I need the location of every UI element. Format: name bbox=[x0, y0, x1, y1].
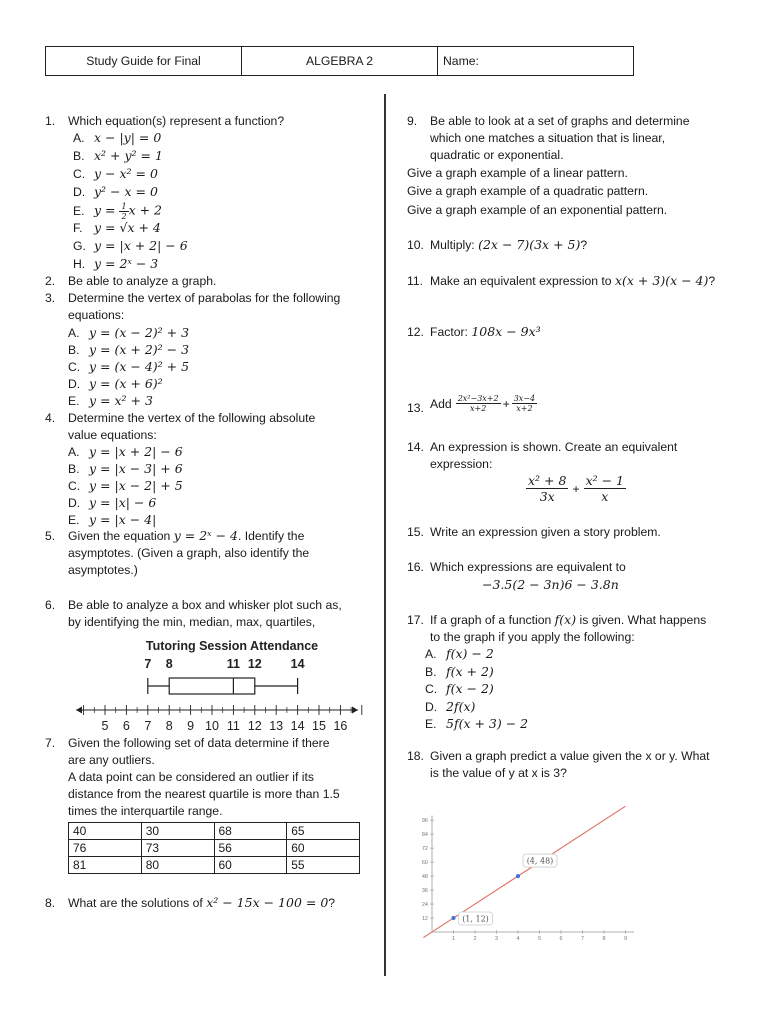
q14-f1-denominator: 3x bbox=[539, 489, 555, 504]
axis-arrow-icon bbox=[76, 707, 82, 714]
q3-option-c bbox=[68, 359, 189, 375]
q14-plus: + bbox=[572, 481, 580, 496]
q10-post: ? bbox=[580, 238, 588, 252]
q9-number: 9. bbox=[407, 114, 418, 128]
fraction-denominator: 2 bbox=[121, 212, 127, 221]
q5-post: . Identify the bbox=[237, 529, 305, 543]
q1-option-e bbox=[73, 202, 162, 221]
boxplot-title: Tutoring Session Attendance bbox=[145, 639, 319, 653]
q13-fraction-1 bbox=[456, 394, 501, 413]
table-cell: 68 bbox=[214, 823, 287, 840]
x-tick-label: 9 bbox=[623, 936, 628, 942]
q4-number: 4. bbox=[45, 411, 56, 425]
q3-number: 3. bbox=[45, 291, 56, 305]
q14-text-cont: expression: bbox=[430, 457, 493, 471]
option-letter: B. bbox=[68, 462, 80, 476]
option-letter: E. bbox=[68, 394, 80, 408]
q17-text-cont: to the graph if you apply the following: bbox=[430, 630, 635, 644]
axis-tick-label: 16 bbox=[333, 719, 348, 733]
q6-number: 6. bbox=[45, 598, 56, 612]
q5-text-cont: asymptotes. (Given a graph, also identify the bbox=[68, 546, 310, 560]
line-graph bbox=[412, 782, 640, 948]
x-tick-label: 4 bbox=[516, 936, 520, 942]
axis-tick-label: 13 bbox=[269, 719, 284, 733]
axis-tick-label: 8 bbox=[165, 719, 173, 733]
axis-arrow-icon bbox=[352, 707, 358, 714]
option-equation: x² + y² = 1 bbox=[94, 148, 163, 163]
header-title: Study Guide for Final bbox=[46, 47, 242, 75]
table-cell: 73 bbox=[141, 840, 214, 857]
q1-option-d bbox=[73, 184, 158, 200]
option-equation: y = |x + 2| − 6 bbox=[94, 238, 188, 253]
q17-option-b bbox=[425, 664, 494, 680]
q7-text-4: distance from the nearest quartile is more than 1.5 bbox=[68, 787, 340, 801]
table-cell: 76 bbox=[69, 840, 142, 857]
y-tick-label: 72 bbox=[421, 846, 428, 853]
option-equation: f(x) − 2 bbox=[446, 646, 494, 661]
data-point bbox=[452, 916, 456, 920]
x-tick-label: 5 bbox=[537, 936, 542, 942]
box-whisker-plot bbox=[68, 634, 368, 736]
q13-plus: + bbox=[502, 396, 510, 411]
option-equation: 5f(x + 3) − 2 bbox=[446, 716, 529, 731]
q13-number: 13. bbox=[407, 401, 424, 415]
q4-option-d bbox=[68, 495, 156, 511]
q17-fx: f(x) bbox=[554, 612, 577, 627]
q1-option-g bbox=[73, 238, 188, 254]
option-letter: C. bbox=[68, 479, 81, 493]
x-tick-label: 6 bbox=[559, 936, 563, 942]
y-tick-label: 12 bbox=[421, 916, 428, 923]
option-equation: y = x² + 3 bbox=[89, 393, 153, 408]
q13-text bbox=[430, 394, 537, 413]
q1-number: 1. bbox=[45, 114, 56, 128]
boxplot-summary-label: 11 bbox=[226, 657, 241, 671]
option-equation: y² − x = 0 bbox=[94, 184, 158, 199]
q1-option-a bbox=[73, 130, 161, 146]
fraction-numerator: 1 bbox=[121, 202, 127, 211]
x-tick-label: 2 bbox=[473, 936, 477, 942]
option-fraction bbox=[119, 202, 128, 221]
option-letter: B. bbox=[425, 664, 437, 679]
axis-tick-label: 15 bbox=[312, 719, 326, 733]
boxplot-summary-labels bbox=[144, 657, 304, 671]
option-equation: y = (x − 2)² + 3 bbox=[89, 325, 190, 340]
q3-option-d bbox=[68, 376, 163, 392]
table-row bbox=[69, 840, 360, 857]
x-tick-label: 8 bbox=[602, 936, 606, 942]
q11-text bbox=[430, 273, 715, 289]
table-cell: 56 bbox=[214, 840, 287, 857]
q17-option-e bbox=[425, 716, 528, 732]
boxplot-summary-label: 8 bbox=[165, 657, 173, 671]
axis-tick-label: 5 bbox=[101, 719, 109, 733]
outlier-data-table bbox=[68, 822, 360, 874]
option-equation: y = 2ˣ − 3 bbox=[94, 256, 159, 271]
q14-fraction-2 bbox=[584, 473, 626, 504]
q4-text: Determine the vertex of the following absolute bbox=[68, 411, 316, 425]
header-table bbox=[45, 46, 634, 76]
axis-tick-label: 6 bbox=[122, 719, 130, 733]
option-equation: y = √x + 4 bbox=[94, 220, 161, 235]
y-tick-label: 84 bbox=[421, 832, 428, 839]
y-tick-label: 36 bbox=[421, 888, 428, 895]
q14-f2-numerator: x² − 1 bbox=[585, 473, 624, 488]
option-letter: E. bbox=[68, 513, 80, 527]
option-letter: A. bbox=[73, 131, 85, 145]
q7-text: Given the following set of data determine if there bbox=[68, 736, 330, 750]
option-equation: y = |x − 4| bbox=[89, 512, 157, 527]
q10-expression: (2x − 7)(3x + 5) bbox=[478, 237, 581, 252]
q3-option-e bbox=[68, 393, 153, 409]
q16-text: Which expressions are equivalent to bbox=[430, 560, 626, 574]
q1-text: Which equation(s) represent a function? bbox=[68, 114, 285, 128]
option-letter: D. bbox=[68, 496, 81, 510]
q5-text bbox=[68, 528, 304, 544]
q1-option-b bbox=[73, 148, 163, 164]
q6-text: Be able to analyze a box and whisker plot such as, bbox=[68, 598, 342, 612]
graph-ticks bbox=[422, 818, 627, 942]
option-letter: G. bbox=[73, 239, 86, 253]
x-tick-label: 1 bbox=[451, 936, 456, 942]
option-letter: B. bbox=[73, 149, 85, 163]
option-letter: D. bbox=[425, 699, 438, 714]
option-letter: E. bbox=[73, 203, 85, 218]
q9-quadratic: Give a graph example of a quadratic pattern. bbox=[407, 184, 649, 198]
axis-tick-label: 14 bbox=[290, 719, 305, 733]
q9-exponential: Give a graph example of an exponential pattern. bbox=[407, 203, 668, 217]
y-tick-label: 48 bbox=[421, 874, 428, 881]
q18-text-cont: is the value of y at x is 3? bbox=[430, 766, 567, 780]
q14-f2-denominator: x bbox=[601, 489, 609, 504]
option-equation: f(x − 2) bbox=[446, 681, 494, 696]
q5-equation: y = 2ˣ − 4 bbox=[173, 528, 238, 543]
option-letter: A. bbox=[68, 326, 80, 340]
q11-number: 11. bbox=[407, 274, 424, 288]
axis-tick-label: 10 bbox=[205, 719, 219, 733]
q15-number: 15. bbox=[407, 525, 424, 539]
point-label: (4, 48) bbox=[526, 856, 554, 866]
column-divider bbox=[384, 94, 386, 976]
axis-tick-label: 11 bbox=[226, 719, 240, 733]
q17-option-d bbox=[425, 699, 475, 715]
q14-text: An expression is shown. Create an equivalent bbox=[430, 440, 678, 454]
q18-number: 18. bbox=[407, 749, 424, 763]
q12-number: 12. bbox=[407, 325, 424, 339]
q8-text bbox=[68, 895, 335, 911]
q17-option-a bbox=[425, 646, 494, 662]
q7-text-5: times the interquartile range. bbox=[68, 804, 223, 818]
option-equation: y = |x − 2| + 5 bbox=[89, 478, 183, 493]
option-letter: B. bbox=[68, 343, 80, 357]
q17-number: 17. bbox=[407, 613, 424, 627]
option-letter: H. bbox=[73, 257, 86, 271]
q5-number: 5. bbox=[45, 529, 56, 543]
option-letter: A. bbox=[425, 647, 437, 661]
q3-text-cont: equations: bbox=[68, 308, 125, 322]
q16-expression: −3.5(2 − 3n)6 − 3.8n bbox=[482, 577, 619, 592]
boxplot-axis bbox=[76, 705, 362, 733]
option-equation: f(x + 2) bbox=[446, 663, 494, 679]
q1-option-h bbox=[73, 256, 158, 272]
q14-expression bbox=[526, 473, 626, 504]
q2-text: Be able to analyze a graph. bbox=[68, 274, 217, 288]
x-tick-label: 7 bbox=[580, 936, 585, 942]
q12-pre: Factor: bbox=[430, 325, 468, 339]
option-letter: C. bbox=[425, 682, 438, 696]
x-tick-label: 3 bbox=[494, 936, 499, 942]
axis-tick-label: 9 bbox=[187, 719, 195, 733]
y-tick-label: 24 bbox=[421, 902, 428, 909]
option-letter: E. bbox=[425, 717, 437, 731]
q1-option-f bbox=[73, 220, 161, 236]
option-equation: 2f(x) bbox=[446, 698, 476, 714]
q12-text bbox=[430, 324, 541, 340]
q13-pre: Add bbox=[430, 396, 452, 411]
q7-text-3: A data point can be considered an outlier if its bbox=[68, 770, 314, 784]
table-row bbox=[69, 857, 360, 874]
point-label: (1, 12) bbox=[462, 914, 489, 924]
header-name-field[interactable]: Name: bbox=[443, 54, 479, 68]
q14-number: 14. bbox=[407, 440, 424, 454]
table-cell: 60 bbox=[287, 840, 360, 857]
q9-text: Be able to look at a set of graphs and determine bbox=[430, 114, 690, 128]
q9-linear: Give a graph example of a linear pattern. bbox=[407, 166, 628, 180]
q1-option-c bbox=[73, 166, 158, 182]
q13-f2-denominator: x+2 bbox=[516, 404, 533, 413]
q8-equation: x² − 15x − 100 = 0 bbox=[206, 895, 329, 910]
q18-text: Given a graph predict a value given the x or y. What bbox=[430, 749, 710, 763]
axis-tick-label: 7 bbox=[144, 719, 152, 733]
q13-f1-numerator: 2x²−3x+2 bbox=[457, 394, 499, 403]
q12-expression: 108x − 9x³ bbox=[471, 324, 541, 339]
q17-pre: If a graph of a function bbox=[430, 613, 552, 627]
data-point bbox=[516, 874, 520, 878]
option-equation: y = bbox=[94, 202, 120, 218]
option-letter: F. bbox=[73, 221, 83, 235]
q15-text: Write an expression given a story problem. bbox=[430, 525, 661, 539]
q4-option-e bbox=[68, 512, 156, 528]
boxplot-box bbox=[148, 678, 298, 694]
q4-option-a bbox=[68, 444, 183, 460]
q13-f1-denominator: x+2 bbox=[469, 404, 487, 413]
q13-f2-numerator: 3x−4 bbox=[513, 394, 536, 403]
q3-option-b bbox=[68, 342, 189, 358]
option-equation: x − |y| = 0 bbox=[94, 130, 162, 145]
q17-option-c bbox=[425, 681, 494, 697]
q17-text bbox=[430, 612, 706, 628]
option-equation: y = |x + 2| − 6 bbox=[89, 444, 183, 459]
q10-pre: Multiply: bbox=[430, 238, 475, 252]
q11-expression: x(x + 3)(x − 4) bbox=[614, 273, 709, 288]
table-cell: 60 bbox=[214, 857, 287, 874]
y-tick-label: 60 bbox=[421, 860, 428, 867]
q4-option-c bbox=[68, 478, 183, 494]
q17-post: is given. What happens bbox=[579, 613, 707, 627]
axis-tick-label: 12 bbox=[247, 719, 262, 733]
q7-number: 7. bbox=[45, 736, 56, 750]
q8-pre: What are the solutions of bbox=[68, 896, 203, 910]
option-equation: y = (x − 4)² + 5 bbox=[89, 359, 190, 374]
boxplot-box-rect bbox=[169, 678, 255, 694]
q14-f1-numerator: x² + 8 bbox=[528, 473, 567, 488]
table-row bbox=[69, 823, 360, 840]
option-equation-tail: x + 2 bbox=[128, 202, 163, 218]
table-cell: 65 bbox=[287, 823, 360, 840]
boxplot-summary-label: 14 bbox=[290, 657, 305, 671]
q7-text-2: are any outliers. bbox=[68, 753, 155, 767]
table-cell: 55 bbox=[287, 857, 360, 874]
q13-fraction-2 bbox=[512, 394, 537, 413]
q2-number: 2. bbox=[45, 274, 56, 288]
option-letter: C. bbox=[73, 167, 86, 181]
option-equation: y = (x + 6)² bbox=[89, 376, 163, 391]
q5-pre: Given the equation bbox=[68, 529, 171, 543]
q9-text-2: which one matches a situation that is linear, bbox=[430, 131, 666, 145]
q6-text-cont: by identifying the min, median, max, quartiles, bbox=[68, 615, 316, 629]
q14-fraction-1 bbox=[526, 473, 568, 504]
option-letter: D. bbox=[68, 377, 81, 391]
q11-post: ? bbox=[708, 274, 716, 288]
boxplot-summary-label: 12 bbox=[247, 657, 262, 671]
option-equation: y = (x + 2)² − 3 bbox=[89, 342, 190, 357]
q4-text-cont: value equations: bbox=[68, 428, 157, 442]
table-cell: 30 bbox=[141, 823, 214, 840]
option-equation: y = |x| − 6 bbox=[89, 495, 157, 510]
q11-pre: Make an equivalent expression to bbox=[430, 274, 612, 288]
q9-text-3: quadratic or exponential. bbox=[430, 148, 564, 162]
q3-option-a bbox=[68, 325, 189, 341]
table-cell: 80 bbox=[141, 857, 214, 874]
header-course: ALGEBRA 2 bbox=[242, 47, 438, 75]
option-equation: y = |x − 3| + 6 bbox=[89, 461, 183, 476]
option-equation: y − x² = 0 bbox=[94, 166, 158, 181]
q3-text: Determine the vertex of parabolas for the following bbox=[68, 291, 341, 305]
q10-text bbox=[430, 237, 587, 253]
q16-number: 16. bbox=[407, 560, 424, 574]
option-letter: A. bbox=[68, 445, 80, 459]
boxplot-summary-label: 7 bbox=[144, 657, 152, 671]
q5-text-cont2: asymptotes.) bbox=[68, 563, 138, 577]
graph-points bbox=[452, 854, 558, 925]
q10-number: 10. bbox=[407, 238, 424, 252]
table-cell: 40 bbox=[69, 823, 142, 840]
q8-post: ? bbox=[328, 896, 336, 910]
option-letter: D. bbox=[73, 185, 86, 199]
q8-number: 8. bbox=[45, 896, 56, 910]
q4-option-b bbox=[68, 461, 183, 477]
option-letter: C. bbox=[68, 360, 81, 374]
table-cell: 81 bbox=[69, 857, 142, 874]
y-tick-label: 96 bbox=[421, 818, 428, 825]
